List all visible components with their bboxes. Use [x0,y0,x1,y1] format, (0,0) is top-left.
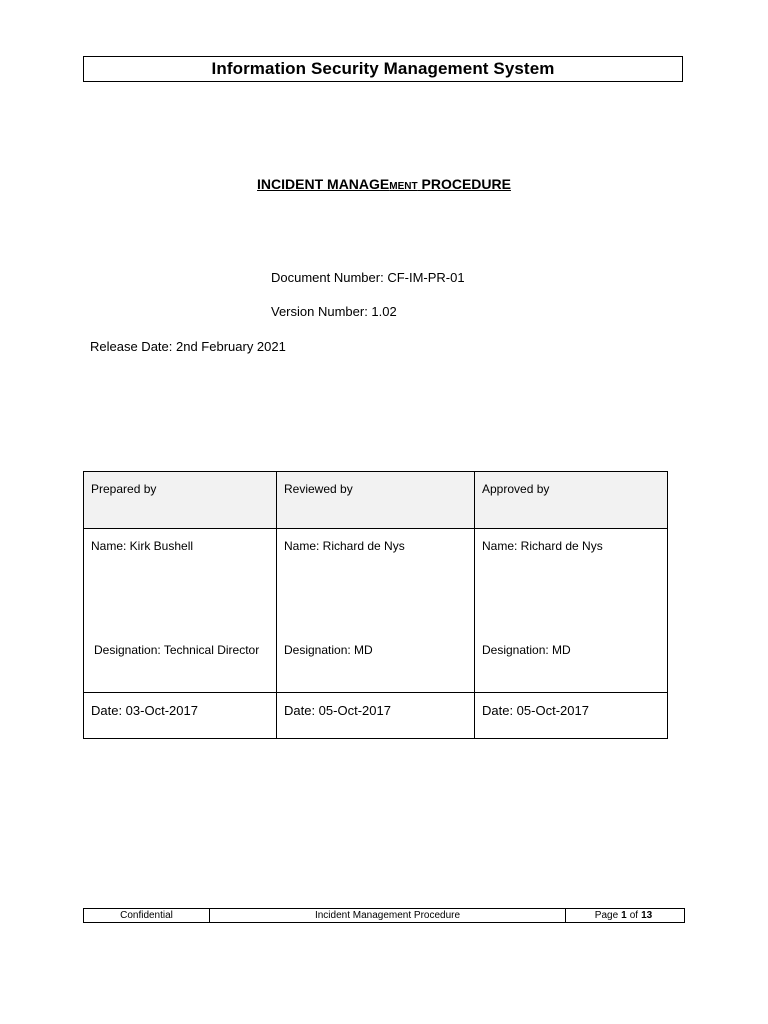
approved-date: Date: 05-Oct-2017 [475,693,668,739]
title-part-2: MENT [389,181,418,192]
reviewed-by-designation: Designation: MD [284,643,373,657]
header-reviewed-by: Reviewed by [277,472,475,529]
approval-names-row [84,529,668,693]
footer-page-of: of [629,910,639,921]
approved-by-name: Name: Richard de Nys [482,539,603,553]
footer-classification: Confidential [84,909,210,922]
reviewed-by-cell [277,529,475,693]
footer-page-label: Page [594,910,619,921]
page-footer [83,908,685,923]
release-date: Release Date: 2nd February 2021 [90,339,286,354]
title-part-1: INCIDENT MANAGE [257,176,390,192]
version-number: Version Number: 1.02 [271,304,397,319]
reviewed-date: Date: 05-Oct-2017 [277,693,475,739]
header-prepared-by: Prepared by [84,472,277,529]
prepared-by-cell [84,529,277,693]
header-approved-by: Approved by [475,472,668,529]
title-part-3: PROCEDURE [417,176,511,192]
document-title [0,176,768,192]
footer-page-number [566,909,684,922]
reviewed-by-name: Name: Richard de Nys [284,539,405,553]
header-title: Information Security Management System [211,59,555,78]
approved-by-cell [475,529,668,693]
approval-header-row [84,472,668,529]
footer-page-current: 1 [621,910,627,921]
approval-dates-row [84,693,668,739]
prepared-by-name: Name: Kirk Bushell [91,539,194,553]
document-number: Document Number: CF-IM-PR-01 [271,270,465,285]
header-title-box [83,56,683,82]
prepared-by-designation: Designation: Technical Director [94,643,260,657]
footer-page-total: 13 [641,910,653,921]
prepared-date: Date: 03-Oct-2017 [84,693,277,739]
approval-table [83,471,668,739]
approved-by-designation: Designation: MD [482,643,571,657]
footer-document-name: Incident Management Procedure [210,909,566,922]
